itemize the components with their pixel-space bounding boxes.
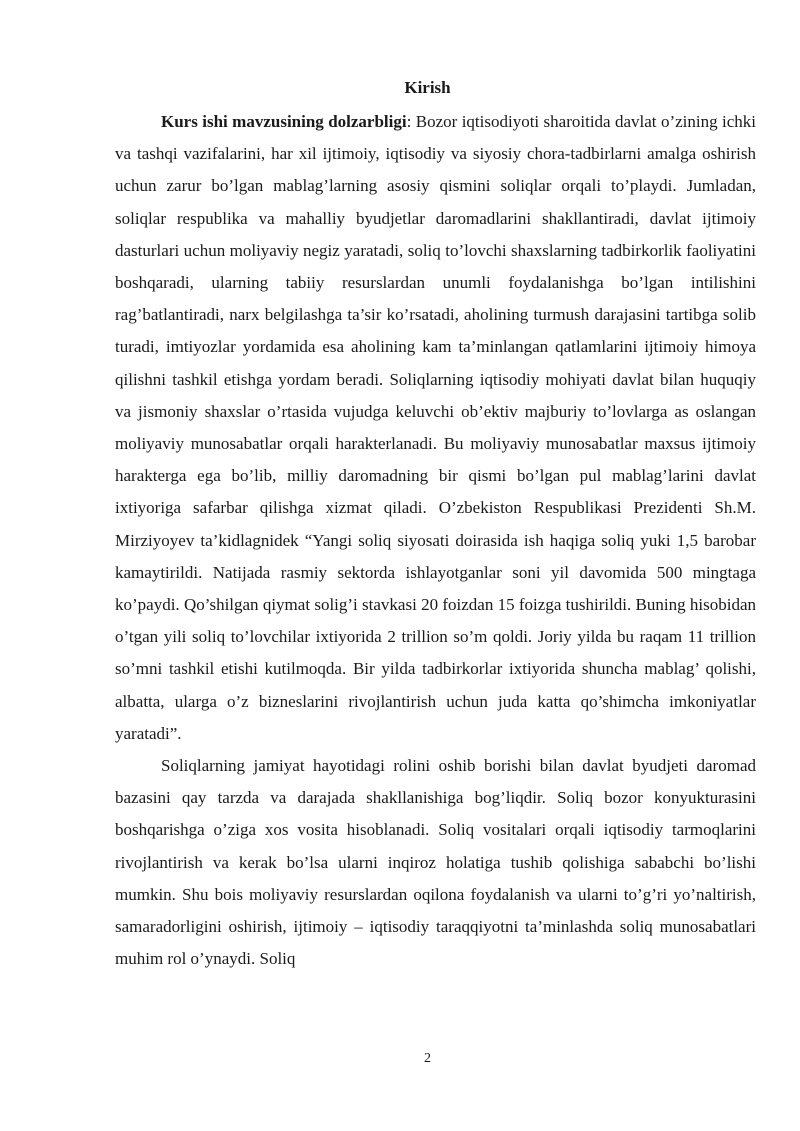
paragraph-2: [115, 750, 756, 975]
paragraph-text: Soliqlarning jamiyat hayotidagi rolini oshib borishi bilan davlat byudjeti daromad bazasini qay tarzda va darajada shakllanishiga bog’liqdir. Soliq bozor konyukturasini boshqarishga o’ziga xos vosita hisoblanadi. Soliq vositalari orqali iqtisodiy tarmoqlarini rivojlantirish va kerak bo’lsa ularni inqiroz holatiga tushib qolishiga sababchi bo’lishi mumkin. Shu bois moliyaviy resurslardan oqilona foydalanish va ularni to’g’ri yo’naltirish, samaradorligini oshirish, ijtimoiy – iqtisodiy taraqqiyotni ta’minlashda soliq munosabatlari muhim rol o’ynaydi. Soliq: [115, 756, 756, 969]
paragraph-1: [115, 106, 756, 750]
paragraph-lead: Kurs ishi mavzusining dolzarbligi: [161, 112, 407, 131]
paragraph-text: : Bozor iqtisodiyoti sharoitida davlat o’zining ichki va tashqi vazifalarini, har xil ijtimoiy, iqtisodiy va siyosiy chora-tadbirlarni amalga oshirish uchun zarur bo’lgan mablag’larning asosiy qismini soliqlar orqali to’playdi. Jumladan, soliqlar respublika va mahalliy byudjetlar daromadlarini shakllantiradi, davlat ijtimoiy dasturlari uchun moliyaviy negiz yaratadi, soliq to’lovchi shaxslarning tadbirkorlik faoliyatini boshqaradi, ularning tabiiy resurslardan unumli foydalanishga bo’lgan intilishini rag’batlantiradi, narx belgilashga ta’sir ko’rsatadi, aholining turmush darajasini tartibga solib turadi, imtiyozlar yordamida esa aholining kam ta’minlangan qatlamlarini ijtimoiy himoya qilishni tashkil etishga yordam beradi. Soliqlarning iqtisodiy mohiyati davlat bilan huquqiy va jismoniy shaxslar o’rtasida vujudga keluvchi ob’ektiv majburiy to’lovlarga as oslangan moliyaviy munosabatlar orqali harakterlanadi. Bu moliyaviy munosabatlar maxsus ijtimoiy harakterga ega bo’lib, milliy daromadning bir qismi bo’lgan pul mablag’larini davlat ixtiyoriga safarbar qilishga xizmat qiladi. O’zbekiston Respublikasi Prezidenti Sh.M. Mirziyoyev ta’kidlagnidek “Yangi soliq siyosati doirasida ish haqiga soliq yuki 1,5 barobar kamaytirildi. Natijada rasmiy sektorda ishlayotganlar soni yil davomida 500 mingtaga ko’paydi. Qo’shilgan qiymat solig’i stavkasi 20 foizdan 15 foizga tushirildi. Buning hisobidan o’tgan yili soliq to’lovchilar ixtiyorida 2 trillion so’m qoldi. Joriy yilda bu raqam 11 trillion so’mni tashkil etishi kutilmoqda. Bir yilda tadbirkorlar ixtiyorida shuncha mablag’ qolishi, albatta, ularga o’z bizneslarini rivojlantirish uchun juda katta qo’shimcha imkoniyatlar yaratadi”.: [115, 112, 756, 743]
body-text: [115, 106, 756, 975]
section-heading: Kirish: [404, 78, 451, 97]
page-number: 2: [424, 1051, 431, 1066]
